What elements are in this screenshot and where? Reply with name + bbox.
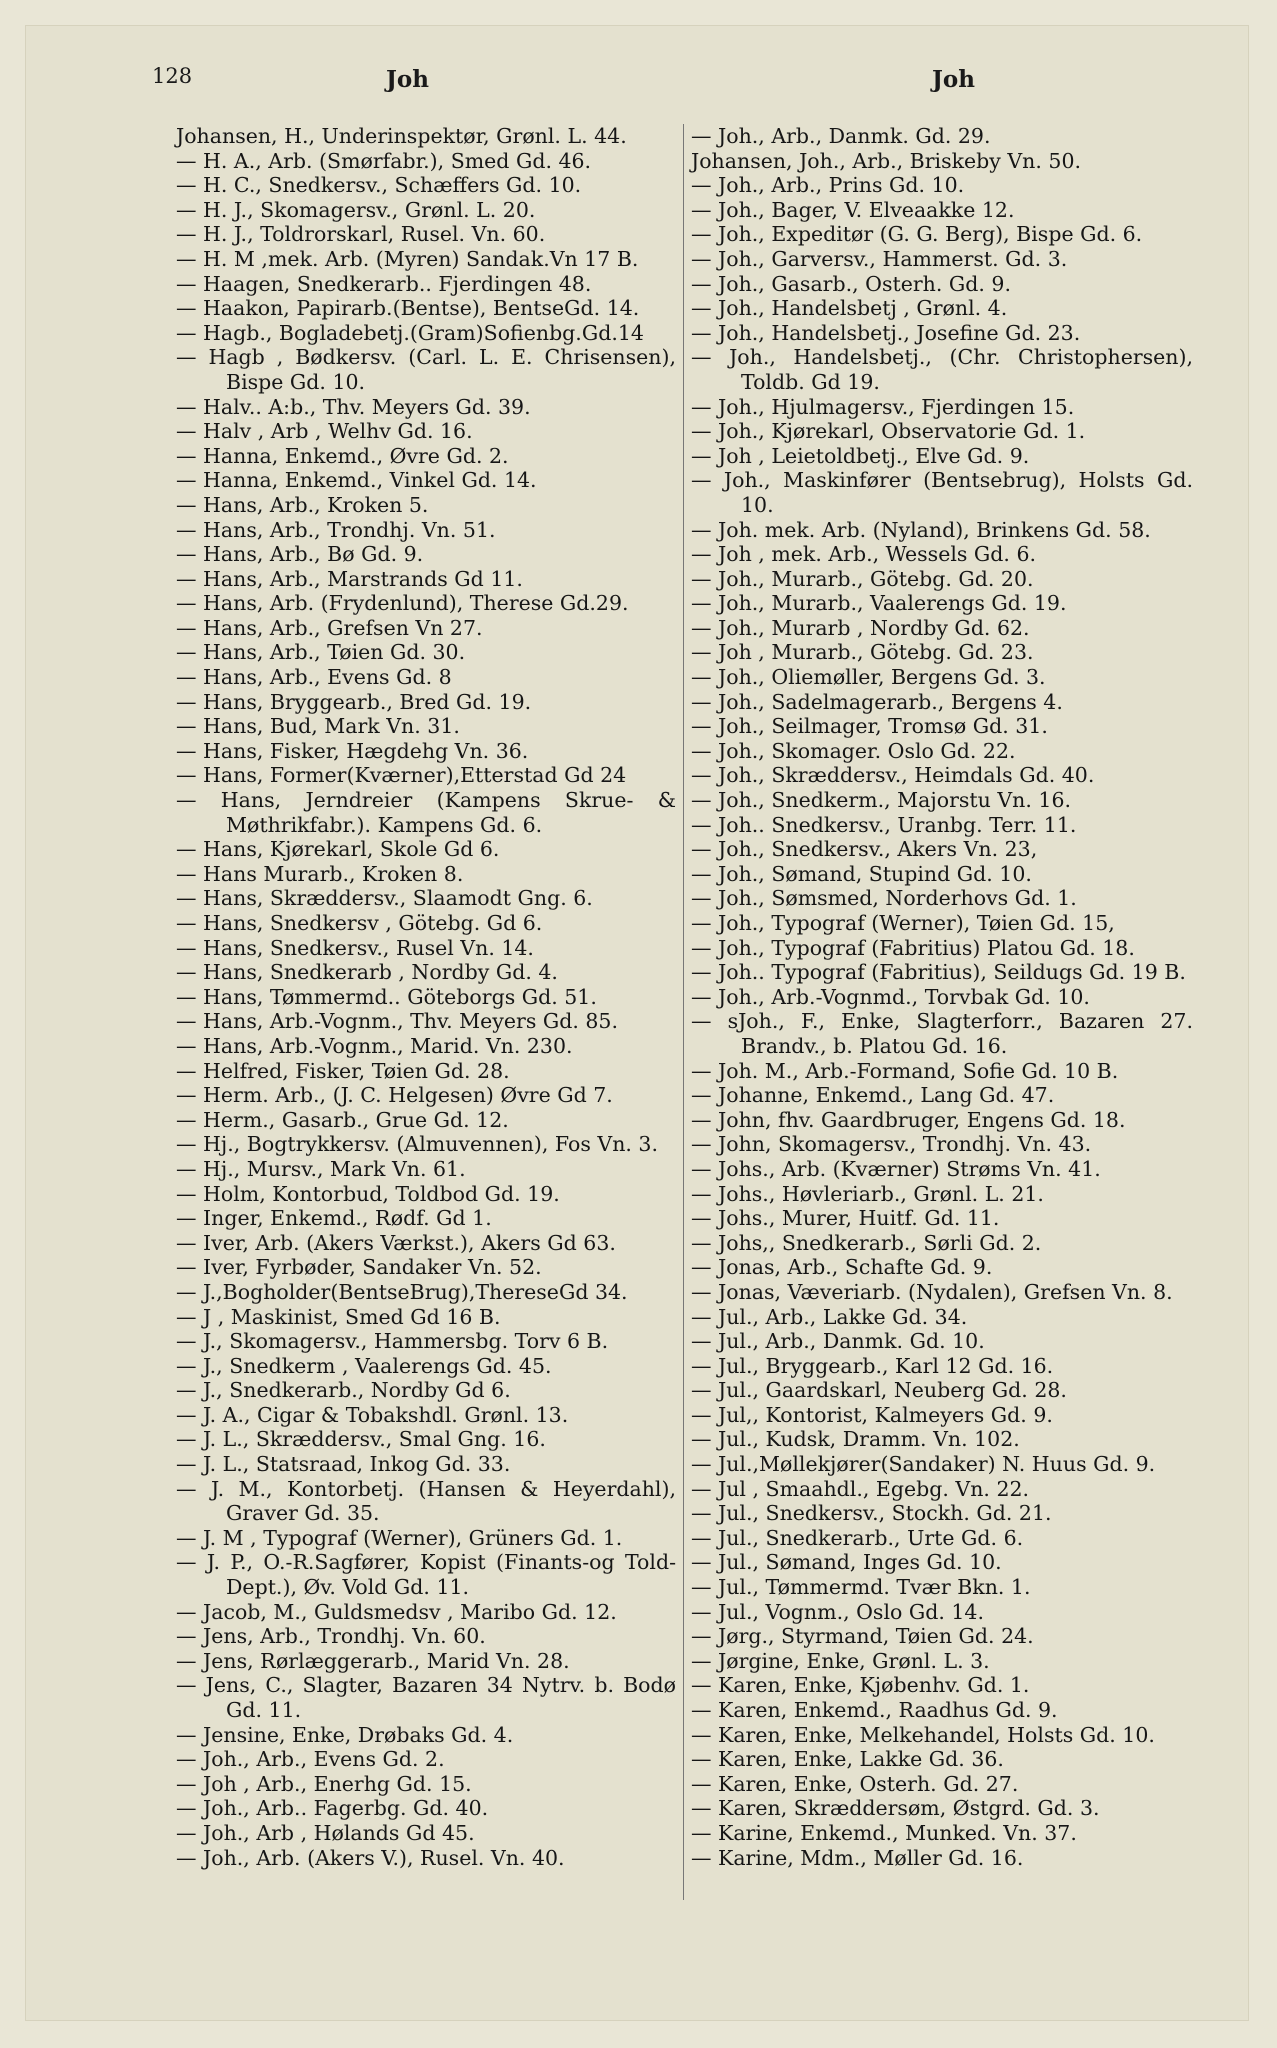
directory-entry: — Hans, Jerndreier (Kampens Skrue- & Møthrikfabr.). Kampens Gd. 6. bbox=[176, 788, 676, 837]
directory-entry: — Helfred, Fisker, Tøien Gd. 28. bbox=[176, 1058, 510, 1083]
directory-entry: — H. A., Arb. (Smørfabr.), Smed Gd. 46. bbox=[176, 148, 592, 173]
directory-entry: — Jul,, Kontorist, Kalmeyers Gd. 9. bbox=[691, 1402, 1053, 1427]
directory-entry: — H. J., Toldrorskarl, Rusel. Vn. 60. bbox=[176, 222, 546, 247]
directory-entry: — Herm. Arb., (J. C. Helgesen) Øvre Gd 7. bbox=[176, 1083, 613, 1108]
directory-entry: — H. J., Skomagersv., Grønl. L. 20. bbox=[176, 197, 536, 222]
directory-entry: — Inger, Enkemd., Rødf. Gd 1. bbox=[176, 1206, 492, 1231]
directory-entry: — Haakon, Papirarb.(Bentse), BentseGd. 14. bbox=[176, 296, 640, 321]
directory-entry: — Joh., Handelsbetj , Grønl. 4. bbox=[691, 296, 1008, 321]
directory-entry: — Hans, Arb., Marstrands Gd 11. bbox=[176, 566, 523, 591]
directory-entry: — Joh , Murarb., Götebg. Gd. 23. bbox=[691, 640, 1034, 665]
directory-entry: — Joh.. Snedkersv., Uranbg. Terr. 11. bbox=[691, 812, 1077, 837]
directory-entry: — Joh., Gasarb., Osterh. Gd. 9. bbox=[691, 271, 1011, 296]
directory-entry: — Joh., Arb.. Fagerbg. Gd. 40. bbox=[176, 1796, 489, 1821]
directory-entry: — Joh., Murarb , Nordby Gd. 62. bbox=[691, 615, 1030, 640]
directory-entry: — Iver, Fyrbøder, Sandaker Vn. 52. bbox=[176, 1255, 542, 1280]
directory-entry: — Hans Murarb., Kroken 8. bbox=[176, 861, 464, 886]
directory-entry: — Jul., Tømmermd. Tvær Bkn. 1. bbox=[691, 1575, 1031, 1600]
directory-entry: — Hans, Bud, Mark Vn. 31. bbox=[176, 714, 460, 739]
directory-entry: — Jørg., Styrmand, Tøien Gd. 24. bbox=[691, 1624, 1034, 1649]
directory-entry: — J. P., O.-R.Sagfører, Kopist (Finants-og Told-Dept.), Øv. Vold Gd. 11. bbox=[176, 1550, 676, 1600]
directory-entry: — Hans, Arb., Bø Gd. 9. bbox=[176, 542, 424, 567]
directory-entry: — J , Maskinist, Smed Gd 16 B. bbox=[176, 1304, 501, 1329]
directory-entry: — Hans, Arb., Evens Gd. 8 bbox=[176, 665, 452, 690]
directory-entry: Johansen, Joh., Arb., Briskeby Vn. 50. bbox=[691, 148, 1082, 173]
directory-entry: — Jens, C., Slagter, Bazaren 34 Nytrv. b. Bodø Gd. 11. bbox=[176, 1673, 676, 1722]
directory-entry: — Jul., Snedkerarb., Urte Gd. 6. bbox=[691, 1525, 1024, 1550]
directory-entry: — Hagb , Bødkersv. (Carl. L. E. Chrisensen), Bispe Gd. 10. bbox=[176, 345, 676, 394]
directory-entry: — Hanna, Enkemd., Øvre Gd. 2. bbox=[176, 443, 509, 468]
directory-entry: — Joh., Arb., Prins Gd. 10. bbox=[691, 173, 965, 198]
directory-entry: Johansen, H., Underinspektør, Grønl. L. 44. bbox=[176, 124, 627, 148]
directory-entry: — Jul., Vognm., Oslo Gd. 14. bbox=[691, 1599, 984, 1624]
directory-entry: — Joh., Arb. (Akers V.), Rusel. Vn. 40. bbox=[176, 1845, 565, 1870]
directory-entry: — J. M., Kontorbetj. (Hansen & Heyerdahl), Graver Gd. 35. bbox=[176, 1476, 676, 1526]
directory-entry: — Hans, Former(Kværner),Etterstad Gd 24 bbox=[176, 763, 627, 788]
directory-entry: — Hans, Snedkersv., Rusel Vn. 14. bbox=[176, 935, 534, 960]
directory-entry: — J. L., Statsraad, Inkog Gd. 33. bbox=[176, 1452, 511, 1477]
directory-entry: — sJoh., F., Enke, Slagterforr., Bazaren 27. Brandv., b. Platou Gd. 16. bbox=[691, 1009, 1193, 1058]
right-column bbox=[691, 124, 1193, 1870]
directory-entry: — Joh., Garversv., Hammerst. Gd. 3. bbox=[691, 246, 1068, 271]
directory-entry: — Joh. mek. Arb. (Nyland), Brinkens Gd. 58. bbox=[691, 517, 1151, 542]
directory-entry: — Joh., Hjulmagersv., Fjerdingen 15. bbox=[691, 394, 1075, 419]
directory-entry: — Jonas, Væveriarb. (Nydalen), Grefsen Vn. 8. bbox=[691, 1279, 1173, 1304]
directory-entry: — Hagb., Bogladebetj.(Gram)Sofienbg.Gd.14 bbox=[176, 320, 644, 345]
directory-entry: — Jul., Snedkersv., Stockh. Gd. 21. bbox=[691, 1501, 1052, 1526]
directory-entry: — J., Snedkerarb., Nordby Gd 6. bbox=[176, 1378, 511, 1403]
directory-entry: — Joh., Arb., Evens Gd. 2. bbox=[176, 1747, 445, 1772]
directory-entry: — Joh., Maskinfører (Bentsebrug), Holsts Gd. 10. bbox=[691, 468, 1193, 517]
directory-entry: — J., Snedkerm , Vaalerengs Gd. 45. bbox=[176, 1353, 552, 1378]
directory-entry: — Joh., Kjørekarl, Observatorie Gd. 1. bbox=[691, 419, 1086, 444]
page-number: 128 bbox=[152, 64, 193, 88]
directory-entry: — Karen, Enkemd., Raadhus Gd. 9. bbox=[691, 1698, 1058, 1722]
directory-entry: — Joh., Expeditør (G. G. Berg), Bispe Gd. 6. bbox=[691, 222, 1143, 247]
directory-entry: — Joh., Skomager. Oslo Gd. 22. bbox=[691, 738, 1016, 763]
directory-entry: — John, fhv. Gaardbruger, Engens Gd. 18. bbox=[691, 1107, 1126, 1132]
directory-entry: — Joh., Sadelmagerarb., Bergens 4. bbox=[691, 689, 1063, 714]
directory-entry: — Hj., Bogtrykkersv. (Almuvennen), Fos Vn. 3. bbox=[176, 1132, 658, 1157]
running-head-left: Joh bbox=[386, 66, 429, 93]
directory-entry: — Halv.. A:b., Thv. Meyers Gd. 39. bbox=[176, 394, 531, 419]
directory-entry: — Johs., Høvleriarb., Grønl. L. 21. bbox=[691, 1181, 1044, 1206]
directory-entry: — Herm., Gasarb., Grue Gd. 12. bbox=[176, 1107, 509, 1132]
directory-entry: — Johs,, Snedkerarb., Sørli Gd. 2. bbox=[691, 1230, 1042, 1255]
directory-entry: — Johanne, Enkemd., Lang Gd. 47. bbox=[691, 1083, 1055, 1108]
directory-entry: — Karen, Enke, Kjøbenhv. Gd. 1. bbox=[691, 1673, 1030, 1698]
directory-entry: — Hans, Arb. (Frydenlund), Therese Gd.29. bbox=[176, 591, 629, 616]
directory-entry: — Jacob, M., Guldsmedsv , Maribo Gd. 12. bbox=[176, 1599, 617, 1624]
directory-entry: — Joh , Arb., Enerhg Gd. 15. bbox=[176, 1771, 472, 1796]
directory-entry: — Hans, Arb., Kroken 5. bbox=[176, 492, 429, 517]
directory-entry: — Joh., Murarb., Vaalerengs Gd. 19. bbox=[691, 591, 1067, 616]
directory-entry: — Jul., Kudsk, Dramm. Vn. 102. bbox=[691, 1427, 1020, 1452]
directory-entry: — Hans, Arb.-Vognm., Thv. Meyers Gd. 85. bbox=[176, 1009, 618, 1034]
directory-entry: — J.,Bogholder(BentseBrug),ThereseGd 34. bbox=[176, 1279, 628, 1304]
directory-entry: — Joh., Typograf (Fabritius) Platou Gd. 18. bbox=[691, 935, 1135, 960]
directory-entry: — Jul., Arb., Danmk. Gd. 10. bbox=[691, 1329, 985, 1354]
directory-entry: — Joh., Handelsbetj., (Chr. Christophersen), Toldb. Gd 19. bbox=[691, 345, 1193, 394]
directory-entry: — Karine, Mdm., Møller Gd. 16. bbox=[691, 1845, 1024, 1870]
directory-entry: — Jens, Arb., Trondhj. Vn. 60. bbox=[176, 1624, 486, 1649]
directory-entry: — J. L., Skræddersv., Smal Gng. 16. bbox=[176, 1427, 546, 1452]
directory-entry: — Jul.,Møllekjører(Sandaker) N. Huus Gd. 9. bbox=[691, 1452, 1156, 1477]
directory-entry: — Karen, Enke, Lakke Gd. 36. bbox=[691, 1747, 1004, 1772]
directory-entry: — Joh., Snedkerm., Majorstu Vn. 16. bbox=[691, 788, 1072, 813]
directory-entry: — Hans, Arb., Tøien Gd. 30. bbox=[176, 640, 466, 665]
directory-entry: — Jens, Rørlæggerarb., Marid Vn. 28. bbox=[176, 1648, 570, 1673]
left-column bbox=[176, 124, 676, 1870]
directory-entry: — Karine, Enkemd., Munked. Vn. 37. bbox=[691, 1820, 1077, 1845]
directory-entry: — Joh., Snedkersv., Akers Vn. 23, bbox=[691, 837, 1038, 862]
directory-entry: — Haagen, Snedkerarb.. Fjerdingen 48. bbox=[176, 271, 592, 296]
directory-entry: — Hj., Mursv., Mark Vn. 61. bbox=[176, 1156, 466, 1181]
directory-entry: — Joh., Arb.-Vognmd., Torvbak Gd. 10. bbox=[691, 984, 1090, 1009]
directory-entry: — Joh., Arb , Hølands Gd 45. bbox=[176, 1820, 475, 1845]
directory-entry: — Hans, Arb., Trondhj. Vn. 51. bbox=[176, 517, 496, 542]
directory-entry: — Joh., Bager, V. Elveaakke 12. bbox=[691, 197, 1015, 222]
directory-entry: — Halv , Arb , Welhv Gd. 16. bbox=[176, 419, 473, 444]
directory-entry: — Hans, Snedkerarb , Nordby Gd. 4. bbox=[176, 960, 558, 985]
directory-entry: — Jonas, Arb., Schafte Gd. 9. bbox=[691, 1255, 993, 1280]
directory-entry: — Joh., Skræddersv., Heimdals Gd. 40. bbox=[691, 763, 1095, 788]
directory-entry: — Jul., Gaardskarl, Neuberg Gd. 28. bbox=[691, 1378, 1067, 1403]
directory-entry: — Hans, Arb.-Vognm., Marid. Vn. 230. bbox=[176, 1033, 573, 1058]
directory-entry: — H. C., Snedkersv., Schæffers Gd. 10. bbox=[176, 173, 582, 198]
directory-entry: — H. M ,mek. Arb. (Myren) Sandak.Vn 17 B. bbox=[176, 246, 639, 271]
directory-entry: — Jensine, Enke, Drøbaks Gd. 4. bbox=[176, 1722, 514, 1747]
directory-entry: — Jørgine, Enke, Grønl. L. 3. bbox=[691, 1648, 990, 1673]
directory-entry: — Hanna, Enkemd., Vinkel Gd. 14. bbox=[176, 468, 537, 493]
directory-entry: — J. M , Typograf (Werner), Grüners Gd. 1. bbox=[176, 1525, 623, 1550]
directory-entry: — Joh., Handelsbetj., Josefine Gd. 23. bbox=[691, 320, 1081, 345]
directory-entry: — Johs., Murer, Huitf. Gd. 11. bbox=[691, 1206, 1000, 1231]
directory-entry: — Hans, Skræddersv., Slaamodt Gng. 6. bbox=[176, 886, 593, 911]
directory-entry: — Joh , mek. Arb., Wessels Gd. 6. bbox=[691, 542, 1037, 567]
directory-entry: — Joh., Seilmager, Tromsø Gd. 31. bbox=[691, 714, 1048, 739]
directory-entry: — Joh., Typograf (Werner), Tøien Gd. 15, bbox=[691, 911, 1115, 935]
directory-entry: — Joh., Arb., Danmk. Gd. 29. bbox=[691, 124, 991, 148]
directory-entry: — Joh., Oliemøller, Bergens Gd. 3. bbox=[691, 665, 1046, 690]
directory-entry: — Karen, Enke, Melkehandel, Holsts Gd. 10. bbox=[691, 1722, 1155, 1747]
directory-entry: — Hans, Tømmermd.. Göteborgs Gd. 51. bbox=[176, 984, 597, 1009]
directory-entry: — Joh. M., Arb.-Formand, Sofie Gd. 10 B. bbox=[691, 1058, 1119, 1083]
directory-entry: — Hans, Snedkersv , Götebg. Gd 6. bbox=[176, 911, 543, 935]
directory-entry: — Joh., Murarb., Götebg. Gd. 20. bbox=[691, 566, 1034, 591]
directory-entry: — Karen, Skræddersøm, Østgrd. Gd. 3. bbox=[691, 1796, 1100, 1821]
directory-entry: — Hans, Fisker, Hægdehg Vn. 36. bbox=[176, 738, 529, 763]
directory-entry: — Hans, Bryggearb., Bred Gd. 19. bbox=[176, 689, 532, 714]
directory-entry: — Joh.. Typograf (Fabritius), Seildugs Gd. 19 B. bbox=[691, 960, 1186, 985]
directory-entry: — Karen, Enke, Osterh. Gd. 27. bbox=[691, 1771, 1019, 1796]
directory-entry: — Jul., Bryggearb., Karl 12 Gd. 16. bbox=[691, 1353, 1054, 1378]
directory-entry: — Jul., Arb., Lakke Gd. 34. bbox=[691, 1304, 968, 1329]
running-head-right: Joh bbox=[932, 66, 975, 93]
directory-entry: — Hans, Arb., Grefsen Vn 27. bbox=[176, 615, 483, 640]
directory-entry: — Johs., Arb. (Kværner) Strøms Vn. 41. bbox=[691, 1156, 1101, 1181]
directory-entry: — Jul , Smaahdl., Egebg. Vn. 22. bbox=[691, 1476, 1030, 1501]
directory-entry: — Joh , Leietoldbetj., Elve Gd. 9. bbox=[691, 443, 1030, 468]
directory-entry: — J. A., Cigar & Tobakshdl. Grønl. 13. bbox=[176, 1402, 569, 1427]
directory-entry: — Jul., Sømand, Inges Gd. 10. bbox=[691, 1550, 1002, 1575]
directory-entry: — Iver, Arb. (Akers Værkst.), Akers Gd 63. bbox=[176, 1230, 616, 1255]
directory-entry: — J., Skomagersv., Hammersbg. Torv 6 B. bbox=[176, 1329, 609, 1354]
directory-entry: — Hans, Kjørekarl, Skole Gd 6. bbox=[176, 837, 500, 862]
directory-entry: — Joh., Sømand, Stupind Gd. 10. bbox=[691, 861, 1032, 886]
column-divider bbox=[683, 124, 684, 1900]
directory-entry: — Holm, Kontorbud, Toldbod Gd. 19. bbox=[176, 1181, 560, 1206]
directory-entry: — John, Skomagersv., Trondhj. Vn. 43. bbox=[691, 1132, 1092, 1157]
directory-entry: — Joh., Sømsmed, Norderhovs Gd. 1. bbox=[691, 886, 1077, 911]
